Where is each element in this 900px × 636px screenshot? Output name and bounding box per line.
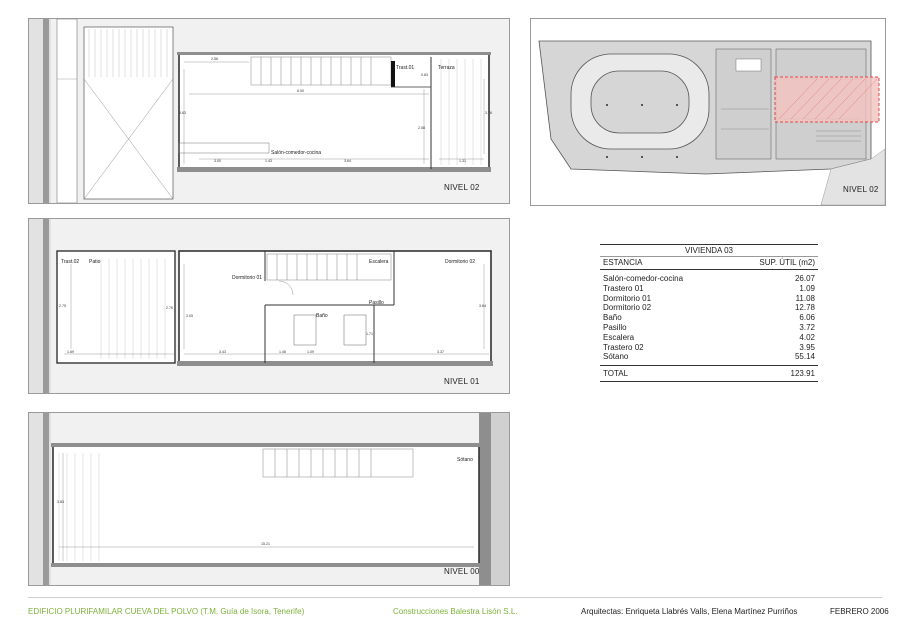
dim-label: 2.58: [418, 126, 425, 130]
room-name: Pasillo: [603, 322, 627, 332]
dim-label: 3.00: [214, 159, 221, 163]
dim-label: 1.43: [265, 159, 272, 163]
room-name: Dormitorio 02: [603, 303, 652, 313]
dim-label: 2.56: [211, 57, 218, 61]
plan-nivel-01-drawing: [29, 219, 509, 393]
room-name: Dormitorio 01: [603, 293, 652, 303]
room-sotano: Sótano: [457, 457, 473, 463]
room-escalera: Escalera: [369, 259, 389, 265]
dim-label: 1.69: [67, 350, 74, 354]
site-plan-drawing: [531, 19, 885, 205]
room-area: 4.02: [799, 332, 815, 342]
dim-label: 2.75: [59, 304, 66, 308]
room-area: 6.06: [799, 313, 815, 323]
room-pasillo: Pasillo: [369, 300, 384, 306]
table-row: [600, 343, 818, 353]
dim-label: 15.21: [261, 542, 270, 546]
dim-label: 3.43: [219, 350, 226, 354]
dim-label: 3.83: [57, 500, 64, 504]
project-title: EDIFICIO PLURIFAMILAR CUEVA DEL POLVO (T.M. Guía de Isora, Tenerife): [28, 607, 305, 616]
col-superficie: SUP. ÚTIL (m2): [759, 258, 815, 267]
room-area: 55.14: [794, 352, 815, 362]
dim-label: 1.71: [366, 332, 373, 336]
dim-label: 3.63: [179, 111, 186, 115]
room-area: 3.95: [799, 342, 815, 352]
dim-label: 6.90: [297, 89, 304, 93]
room-dormitorio-02: Dormitorio 02: [445, 259, 476, 265]
dim-label: 3.37: [437, 350, 444, 354]
room-trastero-01: Trast.01: [396, 65, 415, 71]
dim-label: 3.76: [485, 111, 492, 115]
room-area: 26.07: [794, 274, 815, 283]
table-row: [600, 352, 818, 362]
table-row: [600, 274, 818, 284]
room-area: 3.72: [799, 322, 815, 332]
col-estancia: ESTANCIA: [603, 258, 643, 267]
architects: Arquitectas: Enriqueta Llabrés Valls, Elena Martínez Purriños: [581, 607, 798, 616]
room-salon-comedor-cocina: Salón-comedor-cocina: [271, 150, 322, 156]
total-label: TOTAL: [603, 369, 629, 379]
table-title: VIVIENDA 03: [600, 244, 818, 257]
dim-label: 1.31: [459, 159, 466, 163]
dim-label: 3.05: [186, 314, 193, 318]
plan-nivel-01: [28, 218, 510, 394]
room-dormitorio-01: Dormitorio 01: [232, 275, 263, 281]
table-row: [600, 303, 818, 313]
plan-nivel-02-drawing: [29, 19, 509, 203]
date: FEBRERO 2006: [830, 607, 889, 616]
room-name: Baño: [603, 313, 622, 323]
level-label: NIVEL 02: [843, 185, 879, 194]
dim-label: 0.83: [421, 73, 428, 77]
level-label: NIVEL 01: [444, 377, 480, 386]
table-rows: [600, 270, 818, 366]
room-patio: Patio: [89, 259, 101, 265]
plan-nivel-02: [28, 18, 510, 204]
room-trastero-02: Trast.02: [61, 259, 80, 265]
room-name: Salón-comedor-cocina: [603, 274, 684, 283]
room-name: Sótano: [603, 352, 629, 362]
plan-nivel-00: [28, 412, 510, 586]
room-name: Escalera: [603, 332, 635, 342]
table-row: [600, 313, 818, 323]
table-row: [600, 333, 818, 343]
total-value: 123.91: [790, 369, 815, 379]
room-bano: Baño: [316, 313, 328, 319]
room-terraza: Terraza: [438, 65, 455, 71]
dim-label: 1.09: [307, 350, 314, 354]
dim-label: 3.64: [344, 159, 351, 163]
table-row: [600, 294, 818, 304]
site-plan: [530, 18, 886, 206]
room-area: 11.08: [795, 293, 815, 303]
table-row: [600, 323, 818, 333]
table-header: [600, 257, 818, 270]
room-area: 12.78: [794, 303, 815, 313]
plan-nivel-00-drawing: [29, 413, 509, 585]
table-row: [600, 284, 818, 294]
dim-label: 3.84: [479, 304, 486, 308]
room-name: Trastero 02: [603, 342, 644, 352]
room-area: 1.09: [799, 283, 815, 293]
footer-divider: [28, 597, 882, 598]
area-table: [600, 244, 818, 382]
room-name: Trastero 01: [603, 283, 644, 293]
table-total-row: [600, 366, 818, 382]
level-label: NIVEL 00: [444, 567, 480, 576]
dim-label: 1.46: [279, 350, 286, 354]
level-label: NIVEL 02: [444, 183, 480, 192]
dim-label: 2.76: [166, 306, 173, 310]
company-name: Construcciones Balestra Lisón S.L.: [393, 607, 518, 616]
